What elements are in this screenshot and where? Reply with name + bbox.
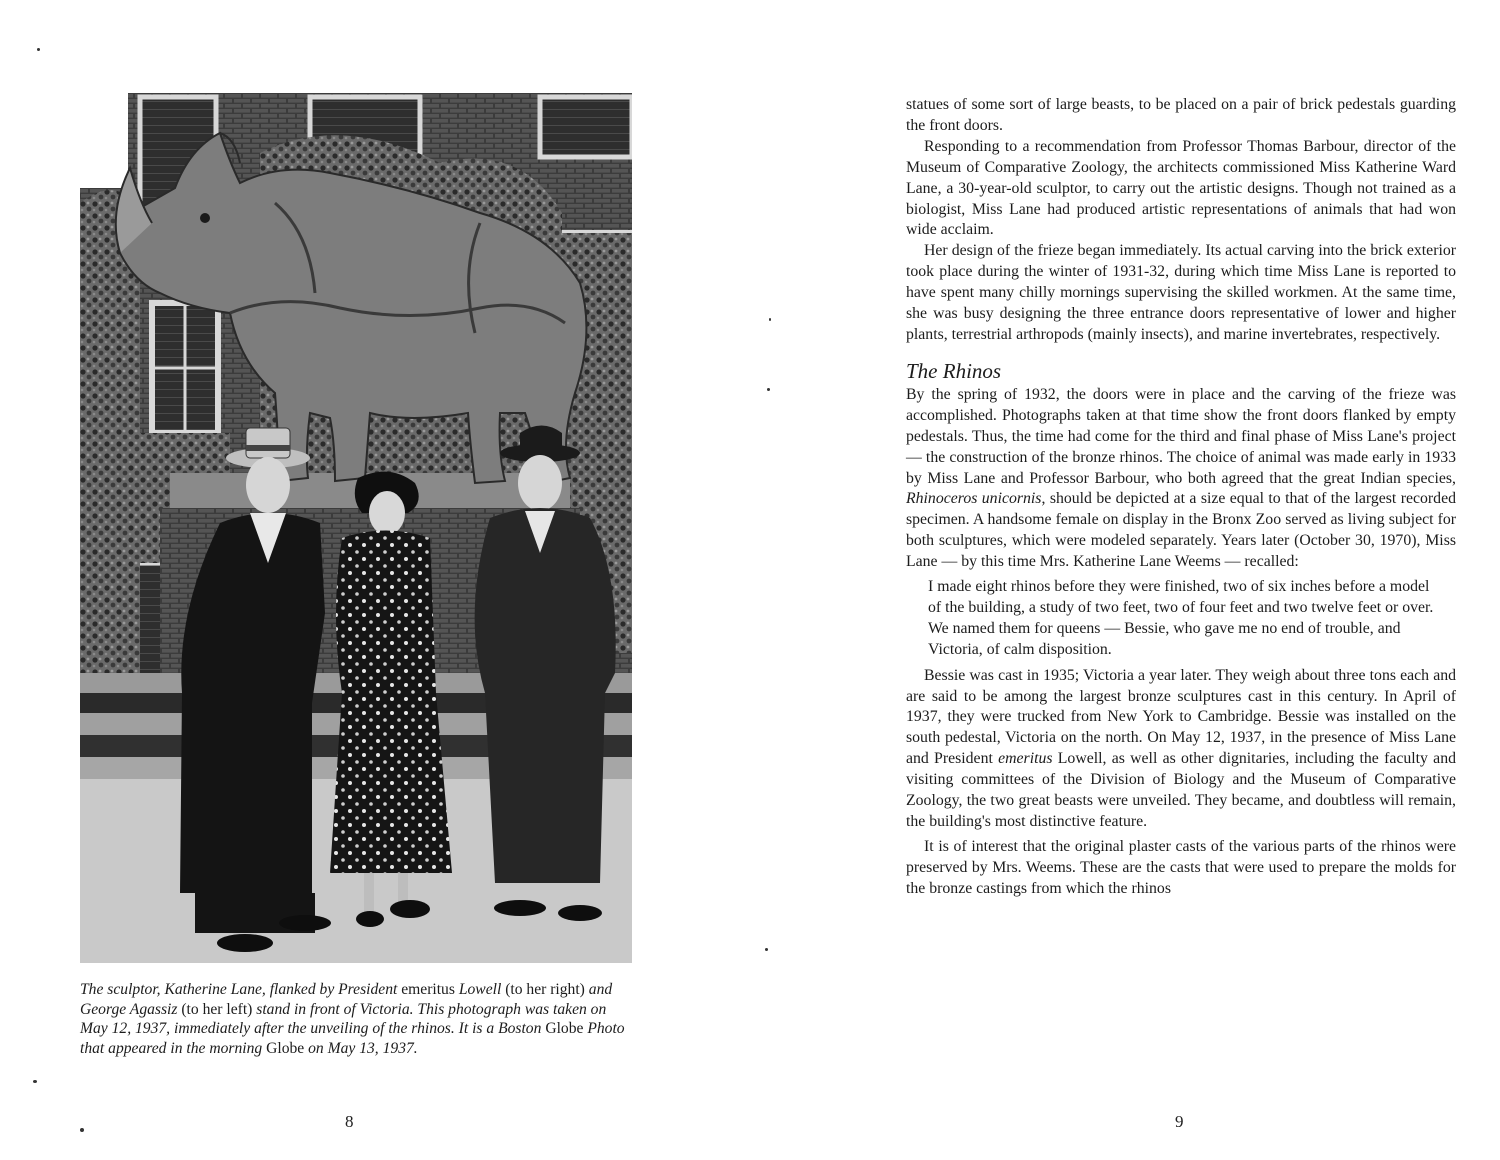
photograph-rhino-statue-icon (80, 93, 632, 963)
scan-speck (765, 948, 768, 951)
scan-speck (769, 318, 771, 321)
paragraph-barbour: Responding to a recommendation from Professor Thomas Barbour, director of the Museum of Comparative Zoology, the architects commissioned Miss Katherine Ward Lane, a 30-year-old sculptor, to carry out the artistic designs. Though not trained as a biologist, Miss Lane had produced artistic representations of animals that had won wide acclaim. (906, 137, 1456, 239)
scan-speck (80, 1128, 84, 1132)
block-quote: I made eight rhinos before they were finished, two of six inches before a model of the building, a study of two feet, two of four feet and two twelve feet or over. We named them for queens — Bessie, who gave me no end of trouble, and Victoria, of calm disposition. (928, 578, 1434, 658)
rhino-statue-photograph (80, 93, 632, 963)
paragraph-plaster-casts: It is of interest that the original plaster casts of the various parts of the rhinos were preserved by Mrs. Weems. These are the casts that were used to prepare the molds for the bronze castings from which the rhinos (906, 837, 1456, 897)
paragraph-frieze: Her design of the frieze began immediately. Its actual carving into the brick exterior took place during the winter of 1931-32, during which time Miss Lane is reported to have spent many chilly mornings supervising the skilled workmen. At the same time, she was busy designing the three entrance doors representative of lower and higher plants, terrestrial arthropods (mainly insects), and marine invertebrates, respectively. (906, 242, 1456, 343)
paragraph-continued: statues of some sort of large beasts, to be placed on a pair of brick pedestals guarding the front doors. (906, 96, 1456, 134)
right-page (750, 0, 1500, 1160)
section-heading: The Rhinos (906, 358, 1002, 383)
page-number-left: 8 (345, 1112, 354, 1131)
paragraph-rhinos: By the spring of 1932, the doors were in place and the carving of the frieze was accomplished. Photographs taken at that time show the front doors flanked by empty pedestals. Thus, the time had come for the third and final phase of Miss Lane's project — the construction of the bronze rhinos. The choice of animal was made early in 1933 by Miss Lane and Professor Barbour, who both agreed that the great Indian species, Rhinoceros unicornis, should be depicted at a size equal to that of the largest recorded specimen. A handsome female on display in the Bronx Zoo served as living subject for both sculptures, which were modeled separately. Years later (October 30, 1970), Miss Lane — by this time Mrs. Katherine Lane Weems — recalled: (906, 385, 1456, 571)
paragraph-casting: Bessie was cast in 1935; Victoria a year later. They weigh about three tons each and are said to be among the largest bronze sculptures cast in this century. In April of 1937, they were trucked from New York to Cambridge. Bessie was installed on the south pedestal, Victoria on the north. On May 12, 1937, in the presence of Miss Lane and President emeritus Lowell, as well as other dignitaries, including the faculty and visiting committees of the Division of Biology and the Museum of Comparative Zoology, the two great beasts were unveiled. They became, and doubtless will remain, the building's most distinctive feature. (906, 666, 1456, 830)
article-text-column (906, 95, 1456, 900)
page-number-right: 9 (1175, 1112, 1184, 1131)
scan-speck (37, 48, 40, 51)
scan-speck (33, 1080, 37, 1083)
scan-speck (767, 388, 770, 391)
photo-caption: The sculptor, Katherine Lane, flanked by President emeritus Lowell (to her right) and George Agassiz (to her left) stand in front of Victoria. This photograph was taken on May 12, 1937, immediately after the unveiling of the rhinos. It is a Boston Globe Photo that appeared in the morning Globe on May 13, 1937. (80, 981, 625, 1057)
